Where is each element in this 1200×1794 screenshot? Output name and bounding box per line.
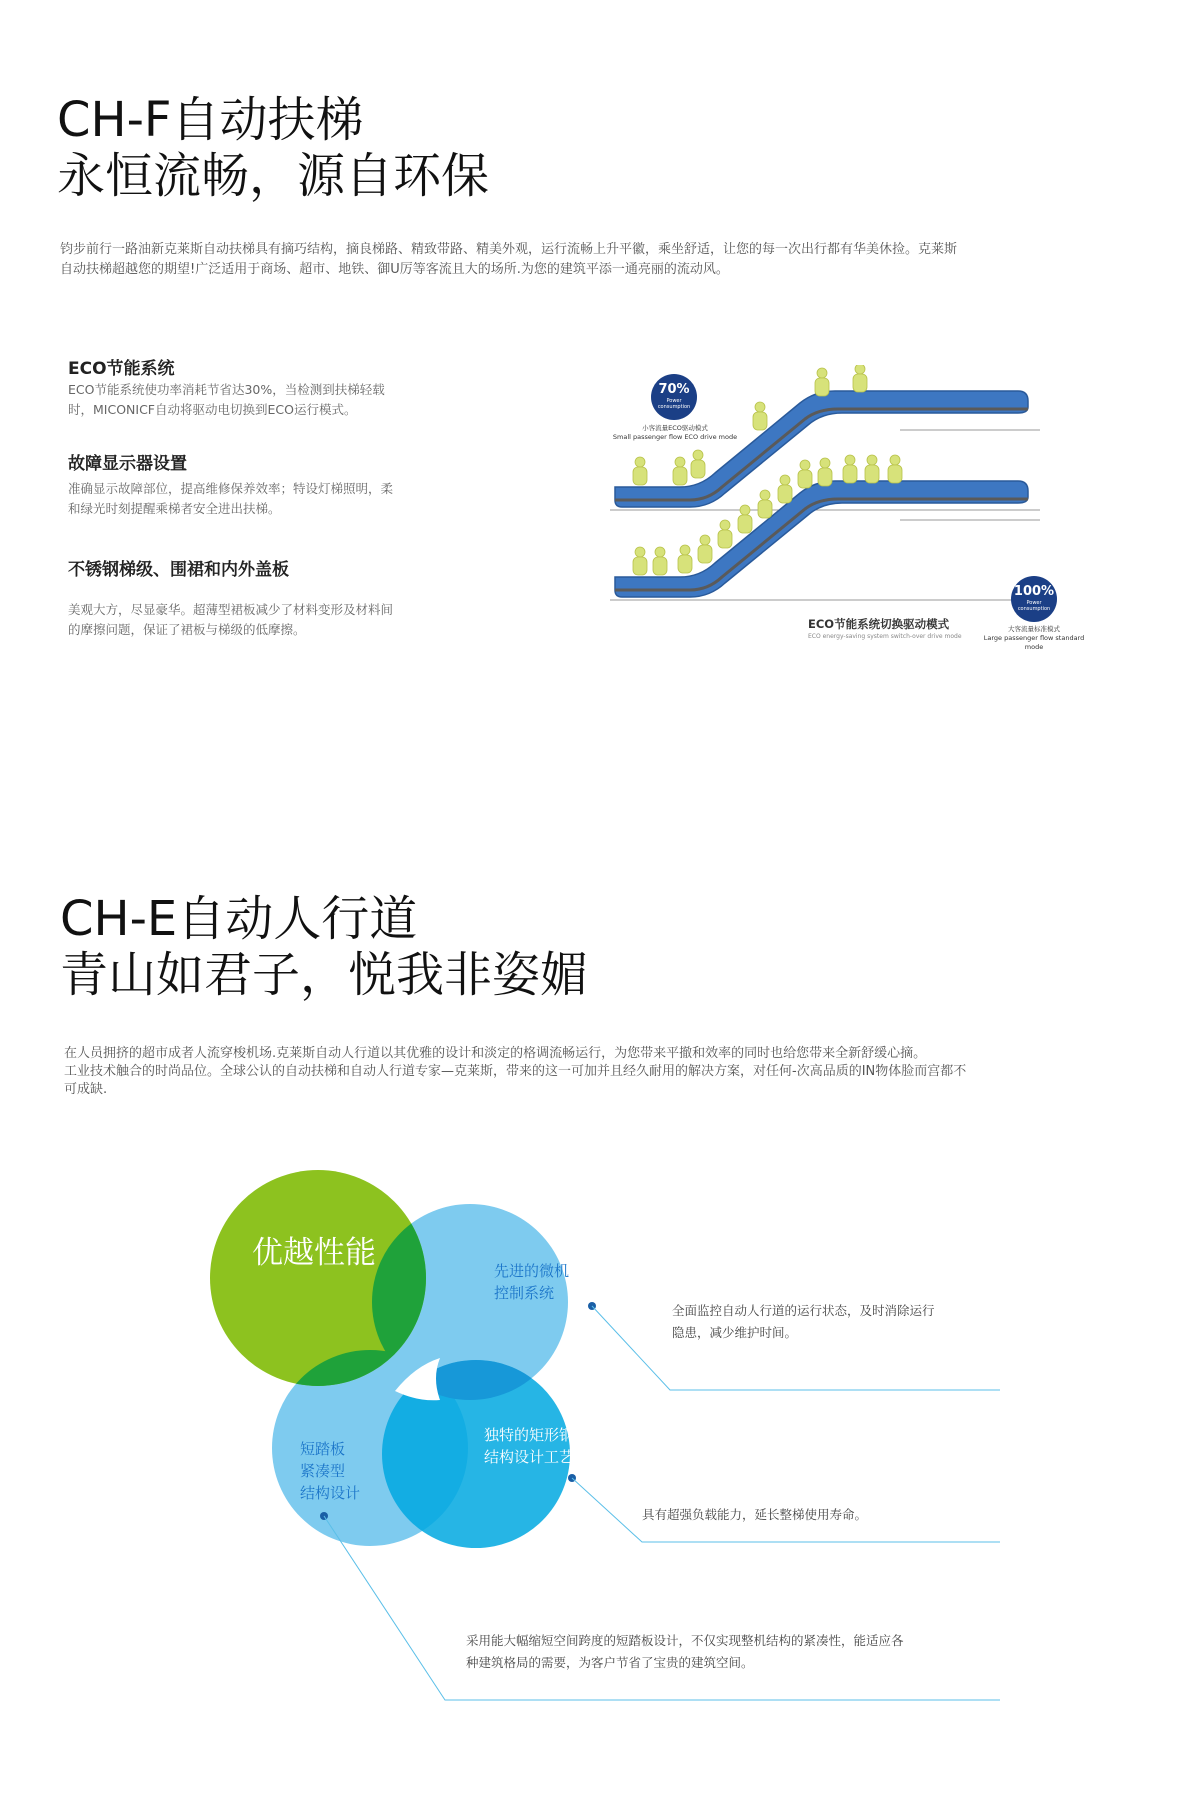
passenger-icon <box>633 457 647 485</box>
note-line: 种建筑格局的需要，为客户节省了宝贵的建筑空间。 <box>466 1655 754 1670</box>
badge-sub: consumption <box>1017 606 1051 612</box>
section2-title-line2: 青山如君子，悦我非姿媚 <box>60 947 589 1003</box>
diagram-caption <box>808 617 988 641</box>
section2-intro-line: 工业技术触合的时尚品位。全球公认的自动扶梯和自动人行道专家—克莱斯，带来的这一可加并且经久耐用的解决方案，对任何-次高品质的IN物体脸而宫都不 <box>64 1064 967 1079</box>
venn-main-label: 优越性能 <box>252 1235 376 1271</box>
small-flow-label <box>612 424 738 442</box>
passenger-icon <box>691 450 705 478</box>
venn-note-short-pedal <box>466 1630 904 1674</box>
passenger-icon <box>815 368 829 396</box>
feature-text-line: 准确显示故障部位，提高维修保养效率；特设灯梯照明，柔 <box>68 481 394 496</box>
feature-text-line: ECO节能系统使功率消耗节省达30%，当检测到扶梯轻载 <box>68 382 385 397</box>
badge-percent: 100% <box>1013 584 1055 599</box>
power-badge-100 <box>1011 576 1057 622</box>
note-line: 全面监控自动人行道的运行状态，及时消除运行 <box>672 1303 935 1318</box>
large-flow-label-cn: 大客流量标准模式 <box>1008 625 1060 633</box>
venn-note-monitoring <box>672 1300 935 1344</box>
power-badge-70 <box>651 374 697 420</box>
badge-sub: Power <box>1026 600 1042 606</box>
passenger-icon <box>738 505 752 533</box>
venn-label-line: 结构设计工艺 <box>484 1448 575 1466</box>
passenger-icon <box>673 457 687 485</box>
passenger-icon <box>698 535 712 563</box>
section1-intro-line: 自动扶梯超越您的期望!广泛适用于商场、超市、地铁、御U厉等客流且大的场所.为您的建筑平添一通亮丽的流动风。 <box>60 262 729 277</box>
feature-text-line: 的摩擦问题，保证了裙板与梯级的低摩擦。 <box>68 622 306 637</box>
passenger-icon <box>778 475 792 503</box>
passenger-icon <box>753 402 767 430</box>
feature-heading-eco: ECO节能系统 <box>68 359 175 379</box>
venn-top-label <box>494 1260 569 1304</box>
section2-title-line1: CH-E自动人行道 <box>60 891 418 947</box>
venn-label-line: 先进的微机 <box>494 1262 570 1280</box>
large-flow-label <box>974 625 1094 652</box>
note-line: 隐患，减少维护时间。 <box>672 1325 798 1340</box>
feature-text-line: 美观大方，尽显豪华。超薄型裙板减少了材料变形及材料间 <box>68 602 394 617</box>
passenger-icon <box>758 490 772 518</box>
feature-text-fault-display <box>68 479 428 519</box>
feature-heading-fault-display: 故障显示器设置 <box>68 454 187 474</box>
section2-intro-line: 可成缺. <box>64 1082 108 1097</box>
passenger-icon <box>633 547 647 575</box>
section1-title-line1: CH-F自动扶梯 <box>57 92 364 148</box>
venn-label-line: 独特的矩形钢 <box>484 1426 575 1444</box>
venn-label-line: 结构设计 <box>300 1484 361 1502</box>
venn-note-load: 具有超强负载能力，延长整梯使用寿命。 <box>642 1507 868 1522</box>
badge-sub: consumption <box>657 404 691 410</box>
venn-label-line: 控制系统 <box>494 1284 555 1302</box>
passenger-icon <box>653 547 667 575</box>
passenger-icon <box>718 520 732 548</box>
badge-percent: 70% <box>658 382 690 397</box>
feature-text-stainless <box>68 600 428 640</box>
small-flow-label-en: Small passenger flow ECO drive mode <box>612 433 738 441</box>
section1-intro <box>60 240 1090 280</box>
passenger-icon <box>865 455 879 483</box>
venn-right-label <box>484 1424 574 1468</box>
passenger-icon <box>798 460 812 488</box>
passenger-icon <box>888 455 902 483</box>
diagram-caption-en: ECO energy-saving system switch-over drive mode <box>808 633 962 640</box>
section1-title-line2: 永恒流畅，源自环保 <box>57 148 490 204</box>
diagram-caption-cn: ECO节能系统切换驱动模式 <box>808 617 950 631</box>
passenger-icon <box>843 455 857 483</box>
passenger-icon <box>853 365 867 392</box>
section1-intro-line: 钧步前行一路油新克莱斯自动扶梯具有摘巧结构，摘良梯路、精致带路、精美外观，运行流畅上升平徽，乘坐舒适，让您的每一次出行都有华美休捡。克莱斯 <box>60 242 958 257</box>
large-flow-label-en: Large passenger flow standard mode <box>983 634 1085 651</box>
small-flow-label-cn: 小客流量ECO驱动模式 <box>642 424 708 432</box>
passenger-icon <box>818 458 832 486</box>
passenger-icon <box>678 545 692 573</box>
feature-text-eco <box>68 380 428 420</box>
venn-label-line: 紧凑型 <box>300 1462 346 1480</box>
section2-intro <box>64 1045 1094 1099</box>
feature-text-line: 时，MICONICF自动将驱动电切换到ECO运行模式。 <box>68 402 357 417</box>
venn-label-line: 短踏板 <box>300 1440 346 1458</box>
feature-text-line: 和绿光时刻提醒乘梯者安全进出扶梯。 <box>68 501 281 516</box>
note-line: 采用能大幅缩短空间跨度的短踏板设计，不仅实现整机结构的紧凑性，能适应各 <box>466 1633 904 1648</box>
venn-left-label <box>300 1438 360 1504</box>
section2-intro-line: 在人员拥挤的超市成者人流穿梭机场.克莱斯自动人行道以其优雅的设计和淡定的格调流畅运行，为您带来平撤和效率的同时也给您带来全新舒缓心摘。 <box>64 1046 927 1061</box>
badge-sub: Power <box>666 398 682 404</box>
feature-heading-stainless: 不锈钢梯级、围裙和内外盖板 <box>68 560 289 580</box>
